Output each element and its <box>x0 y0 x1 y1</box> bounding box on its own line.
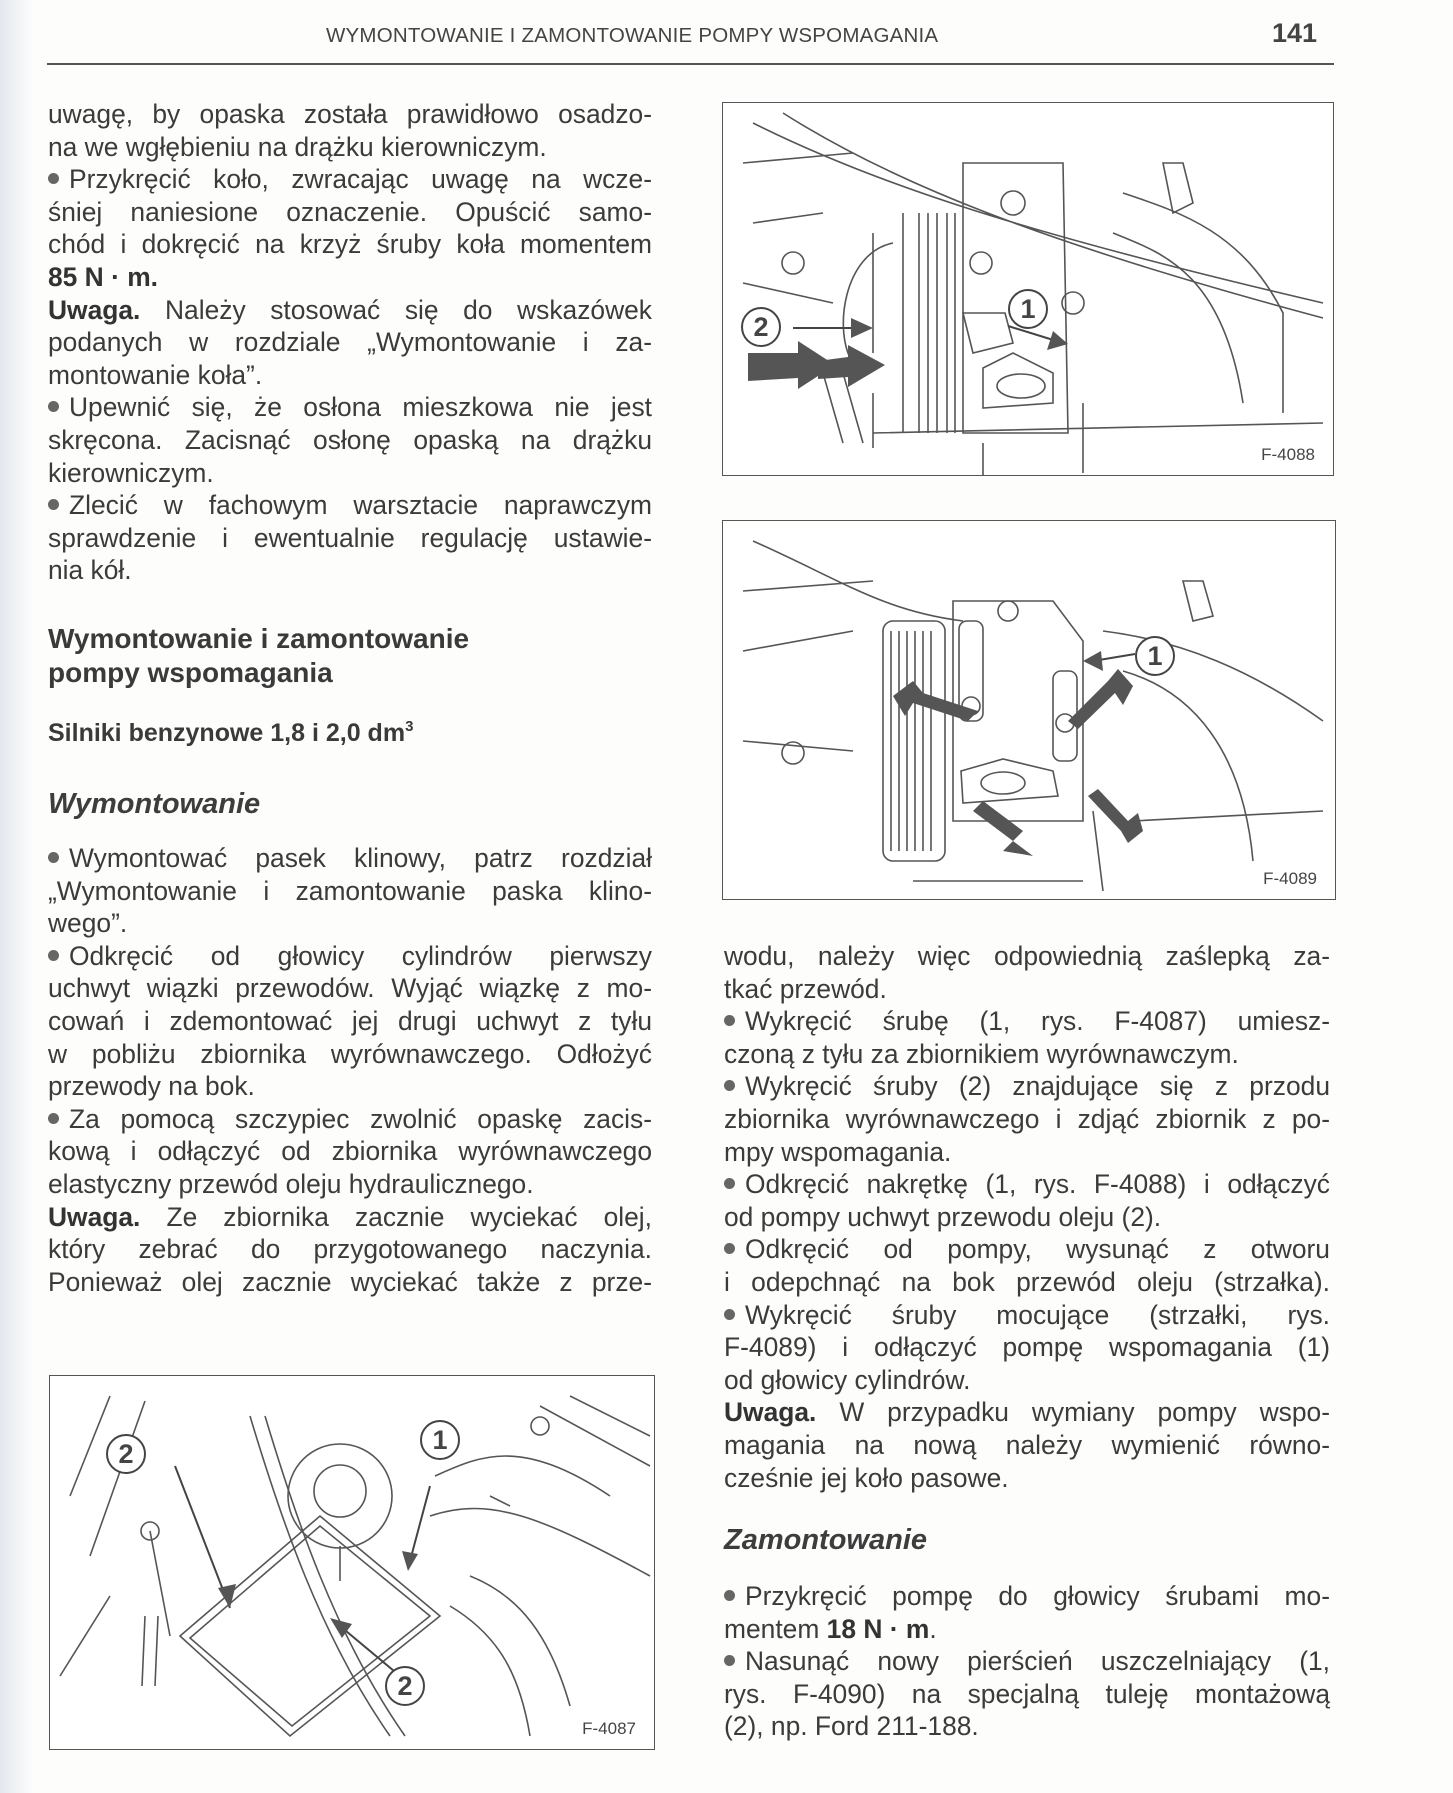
page-number: 141 <box>1272 18 1318 48</box>
bullet-icon <box>724 1234 745 1264</box>
text-line: F-4089) i odłączyć pompę wspomagania (1) <box>724 1332 1330 1363</box>
text-line: śniej naniesione oznaczenie. Opuścić samo- <box>48 196 652 227</box>
text-line: kierowniczym. <box>48 457 214 488</box>
bullet-item: Przykręcić koło, zwracając uwagę na wcze- <box>48 163 652 196</box>
text-line: wego”. <box>48 908 128 939</box>
text-line: mentem 18 N · m. <box>724 1613 937 1644</box>
running-title: WYMONTOWANIE I ZAMONTOWANIE POMPY WSPOMAGANIA <box>326 24 939 47</box>
bullet-item: Za pomocą szczypiec zwolnić opaskę zacis- <box>48 1103 652 1136</box>
text-line: przewody na bok. <box>48 1071 255 1102</box>
text-line: sprawdzenie i ewentualnie regulację ustawie- <box>48 522 652 553</box>
bullet-icon <box>724 1071 745 1101</box>
note-label: Uwaga. <box>48 294 141 325</box>
page-edge-shadow <box>0 0 34 1793</box>
bullet-item: Wykręcić śrubę (1, rys. F-4087) umiesz- <box>724 1005 1330 1038</box>
superscript: 3 <box>405 718 414 735</box>
figure-label: F-4087 <box>582 1719 636 1738</box>
figure-f4088 <box>722 102 1334 476</box>
text-line: na we wgłębieniu na drążku kierowniczym. <box>48 131 547 162</box>
engine-subtitle-text: Silniki benzynowe 1,8 i 2,0 dm <box>48 719 406 747</box>
text-line: wodu, należy więc odpowiednią zaślepką za- <box>724 941 1330 971</box>
note-label: Uwaga. <box>724 1397 817 1428</box>
section-title-line: Wymontowanie i zamontowanie <box>48 623 470 654</box>
section-title-line: pompy wspomagania <box>48 657 333 688</box>
bullet-item: Upewnić się, że osłona mieszkowa nie jest <box>48 391 652 424</box>
callout-2: 2 <box>741 307 781 347</box>
figure-f4087 <box>49 1375 655 1750</box>
install-steps <box>724 1580 1330 1743</box>
bullet-icon <box>724 1006 745 1036</box>
install-title: Zamontowanie <box>724 1524 928 1556</box>
removal-steps <box>48 842 652 1298</box>
callout-1: 1 <box>1135 636 1175 676</box>
bullet-item: Wymontować pasek klinowy, patrz rozdział <box>48 842 652 875</box>
figure-label: F-4089 <box>1263 869 1317 888</box>
text-line: zbiornika wyrównawczego i zdjąć zbiornik z po- <box>724 1103 1330 1134</box>
callout-1: 1 <box>420 1420 460 1460</box>
note-paragraph: Uwaga. Ze zbiornika zacznie wyciekać olej, <box>48 1201 652 1232</box>
right-column-text <box>724 940 1330 1494</box>
figure-label: F-4088 <box>1261 445 1315 464</box>
bullet-item: Przykręcić pompę do głowicy śrubami mo- <box>724 1580 1330 1613</box>
text-line: Ponieważ olej zacznie wyciekać także z prze- <box>48 1266 652 1297</box>
section-title <box>48 622 652 690</box>
bullet-item: Nasunąć nowy pierścień uszczelniający (1, <box>724 1645 1330 1678</box>
bullet-icon <box>48 941 69 971</box>
torque-value: 85 N · m. <box>48 261 158 292</box>
left-column-top <box>48 98 652 587</box>
text-line: uwagę, by opaska została prawidłowo osadzo- <box>48 99 652 129</box>
bullet-item: Odkręcić nakrętkę (1, rys. F-4088) i odłączyć <box>724 1168 1330 1201</box>
bullet-item: Wykręcić śruby (2) znajdujące się z przodu <box>724 1070 1330 1103</box>
text-line: i odepchnąć na bok przewód oleju (strzałka). <box>724 1266 1330 1297</box>
text-line: czoną z tyłu za zbiornikiem wyrównawczym. <box>724 1038 1239 1069</box>
bullet-icon <box>48 490 69 520</box>
bullet-icon <box>48 392 69 422</box>
text-line: elastyczny przewód oleju hydraulicznego. <box>48 1168 534 1199</box>
text-line: skręcona. Zacisnąć osłonę opaską na drążku <box>48 424 652 455</box>
callout-2: 2 <box>385 1666 425 1706</box>
text-line: od głowicy cylindrów. <box>724 1364 971 1395</box>
bullet-icon <box>724 1169 745 1199</box>
torque-value: 18 N · m <box>826 1613 930 1644</box>
callout-1: 1 <box>1008 289 1048 329</box>
callout-2: 2 <box>106 1434 146 1474</box>
text-line: cześnie jej koło pasowe. <box>724 1462 1009 1493</box>
text-line: chód i dokręcić na krzyż śruby koła momentem <box>48 229 652 260</box>
bullet-icon <box>48 1104 69 1134</box>
bullet-item: Odkręcić od pompy, wysunąć z otworu <box>724 1233 1330 1266</box>
text-line: uchwyt wiązki przewodów. Wyjąć wiązkę z mo- <box>48 973 652 1004</box>
bullet-icon <box>724 1646 745 1676</box>
text-line: w pobliżu zbiornika wyrównawczego. Odłożyć <box>48 1038 652 1069</box>
note-paragraph: Uwaga. W przypadku wymiany pompy wspo- <box>724 1397 1330 1428</box>
bullet-icon <box>48 843 69 873</box>
bullet-icon <box>724 1300 745 1330</box>
engine-subtitle <box>48 718 652 748</box>
removal-title: Wymontowanie <box>48 788 261 820</box>
bullet-item: Odkręcić od głowicy cylindrów pierwszy <box>48 940 652 973</box>
bullet-icon <box>48 164 69 194</box>
text-line: podanych w rozdziale „Wymontowanie i za- <box>48 327 652 358</box>
text-line: (2), np. Ford 211-188. <box>724 1711 979 1742</box>
text-line: magania na nową należy wymienić równo- <box>724 1429 1330 1460</box>
reservoir-illustration <box>50 1376 654 1749</box>
note-paragraph: Uwaga. Należy stosować się do wskazówek <box>48 294 652 325</box>
bullet-item: Zlecić w fachowym warsztacie naprawczym <box>48 489 652 522</box>
bullet-item: Wykręcić śruby mocujące (strzałki, rys. <box>724 1299 1330 1332</box>
text-line: rys. F-4090) na specjalną tuleję montażową <box>724 1678 1330 1709</box>
header-rule <box>47 63 1334 65</box>
pump-mounting-illustration <box>723 521 1335 899</box>
figure-f4089 <box>722 520 1336 900</box>
bullet-icon <box>724 1581 745 1611</box>
text-line: cowań i zdemontować jej drugi uchwyt z tyłu <box>48 1005 652 1036</box>
text-line: tkać przewód. <box>724 973 887 1004</box>
text-line: „Wymontowanie i zamontowanie paska klino- <box>48 875 652 906</box>
text-line: który zebrać do przygotowanego naczynia. <box>48 1234 652 1265</box>
text-line: montowanie koła”. <box>48 359 263 390</box>
text-line: mpy wspomagania. <box>724 1136 952 1167</box>
text-line: kową i odłączyć od zbiornika wyrównawczego <box>48 1136 652 1167</box>
note-label: Uwaga. <box>48 1201 141 1232</box>
text-line: nia kół. <box>48 555 132 586</box>
text-line: od pompy uchwyt przewodu oleju (2). <box>724 1201 1162 1232</box>
